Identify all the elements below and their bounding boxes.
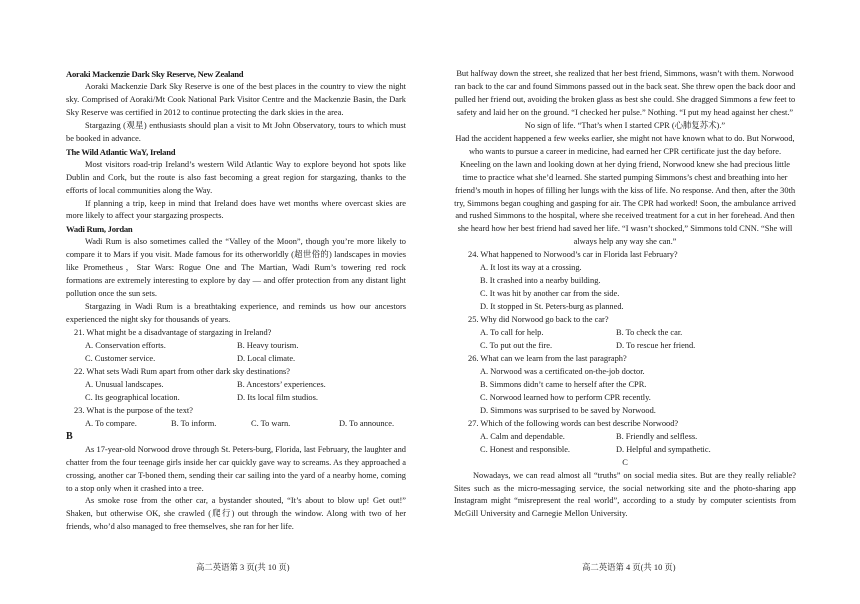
paragraph: Nowadays, we can read almost all “truths” on social media sites. But are they really reliable? Sites such as the micro-messaging service, the social networking site and the photo-sharing app Instagram might “misrepresent the real world”, according to a study by computer scientists from McGill University and Carnegie Mellon University. [454,470,796,519]
option-a: A. Norwood was a certificated on-the-job doctor. [480,366,645,376]
section-marker-c: C [622,457,628,467]
option-a: A. Conservation efforts. [85,341,166,351]
option-c: C. It was hit by another car from the side. [480,289,620,299]
option-a: A. Calm and dependable. [480,431,565,441]
section-marker-b: B [66,430,73,442]
option-c: C. Honest and responsible. [480,444,571,454]
option-b: B. Heavy tourism. [237,341,299,351]
paragraph: Wadi Rum is also sometimes called the “Valley of the Moon”, though you’re more likely to compare it to Mars if you visit. Made famous for its otherworldly (超世俗的) landscapes in movies like Prometheus，Star Wars: Rogue One and The Martian, Wadi Rum’s towering red rock formations are extremely interesting to explore by day — and offer protection from any distant light pollution once the sun sets. [66,237,406,299]
right-page-column [454,68,796,521]
question-24: 24. What happened to Norwood’s car in Florida last February? [468,250,678,260]
question-25: 25. Why did Norwood go back to the car? [468,315,609,325]
question-23: 23. What is the purpose of the text? [74,405,193,415]
option-b: B. Ancestors’ experiences. [237,379,326,389]
section-heading: Aoraki Mackenzie Dark Sky Reserve, New Zealand [66,69,244,79]
question-21-options [66,353,406,366]
question-26: 26. What can we learn from the last paragraph? [468,353,627,363]
paragraph: Most visitors road-trip Ireland’s western Wild Atlantic Way to explore beyond hot spots like Dublin and Cork, but the route is also fast becoming a great region for stargazing, thanks to the efforts of local communities along the Way. [66,159,406,195]
option-d: D. To announce. [339,418,395,428]
option-a: A. Unusual landscapes. [85,379,164,389]
question-27-options [454,431,796,444]
question-25-options [454,340,796,353]
option-a: A. It lost its way at a crossing. [480,263,582,273]
option-d: D. Simmons was surprised to be saved by Norwood. [480,405,656,415]
option-b: B. Friendly and selfless. [616,431,698,441]
option-b: B. Simmons didn’t came to herself after the CPR. [480,379,647,389]
section-heading: The Wild Atlantic WaY, Ireland [66,146,176,157]
option-d: D. It stopped in St. Peters-burg as planned. [480,302,624,312]
page-footer-left: 高二英语第 3 页(共 10 页) [196,563,290,572]
question-25-options [454,327,796,340]
paragraph: If planning a trip, keep in mind that Ireland does have wet months where overcast skies are more likely to affect your stargazing prospects. [66,198,406,221]
option-d: D. Local climate. [237,353,296,363]
option-b: B. It crashed into a nearby building. [480,276,601,286]
question-21: 21. What might be a disadvantage of stargazing in Ireland? [74,328,272,338]
option-a: A. To compare. [85,418,137,428]
page-footer-right: 高二英语第 4 页(共 10 页) [582,563,676,572]
option-c: C. Norwood learned how to perform CPR recently. [480,392,651,402]
paragraph: Had the accident happened a few weeks earlier, she might not have known what to do. But Norwood, who wants to pursue a career in medicine, had earned her CPR certificate just the day before. Kneeling on the lawn and looking down at her dying friend, Norwood knew she had precious little time to practice what she’d learned. She started pumping Simmons’s chest and breathing into her friend’s mouth in hopes of filling her lungs with the kiss of life. No response. And then, after the 30th try, Simmons began coughing and gasping for air. The CPR had worked! Soon, the ambulance arrived and rushed Simmons to the hospital, where she received treatment for a cut in her forehead. And then she heard how her best friend had saved her life. “I wasn’t shocked,” Simmons told CNN. “She will always help any way she can.” [454,133,796,247]
paragraph: As 17-year-old Norwood drove through St. Peters-burg, Florida, last February, the laughter and chatter from the four teenage girls inside her car quickly gave way to screams. As they approached a crossing, another car T-boned them, sending their car sailing into the yard of a nearby home, coming to a stop only when it crashed into a tree. [66,444,406,493]
paragraph: As smoke rose from the other car, a bystander shouted, “It’s about to blow up! Get out!” Shaken, but otherwise OK, she crawled (爬行) out through the window. Along with two of her friends, who’d also managed to free themselves, she ran for her life. [66,496,406,532]
option-d: D. Helpful and sympathetic. [616,444,711,454]
question-27: 27. Which of the following words can best describe Norwood? [468,418,679,428]
option-b: B. To inform. [171,418,217,428]
question-27-options [454,444,796,457]
paragraph: Stargazing (观星) enthusiasts should plan a visit to Mt John Observatory, tours to which must be booked in advance. [66,120,406,143]
question-21-options [66,340,406,353]
paragraph: Aoraki Mackenzie Dark Sky Reserve is one of the best places in the country to view the night sky. Comprised of Aoraki/Mt Cook National Park Visitor Centre and the Mackenzie Basin, the Dark Sky Reserve was certified in 2012 to continue protecting the dark skies in the area. [66,81,406,117]
question-22: 22. What sets Wadi Rum apart from other dark sky destinations? [74,366,291,376]
option-c: C. Its geographical location. [85,392,180,402]
option-a: A. To call for help. [480,328,544,338]
option-c: C. Customer service. [85,353,156,363]
option-d: D. To rescue her friend. [616,341,696,351]
paragraph: But halfway down the street, she realized that her best friend, Simmons, wasn’t with them. Norwood ran back to the car and found Simmons passed out in the back seat. She threw open the back door and pulled her friend out, avoiding the broken glass as best she could. She dragged Simmons a few feet to safety and laid her on the ground. “I checked her pulse.” Nothing. “I put my head against her chest.” No sign of life. “That’s when I started CPR (心肺复苏术).” [454,69,796,130]
paragraph: Stargazing in Wadi Rum is a breathtaking experience, and reminds us how our ancestors experienced the night sky for thousands of years. [66,302,406,325]
question-22-options [66,392,406,405]
option-b: B. To check the car. [616,328,683,338]
question-22-options [66,379,406,392]
question-23-options [66,418,406,431]
option-c: C. To put out the fire. [480,341,553,351]
left-page-column [66,68,406,534]
option-c: C. To warn. [251,418,291,428]
option-d: D. Its local film studios. [237,392,318,402]
section-heading: Wadi Rum, Jordan [66,224,133,235]
